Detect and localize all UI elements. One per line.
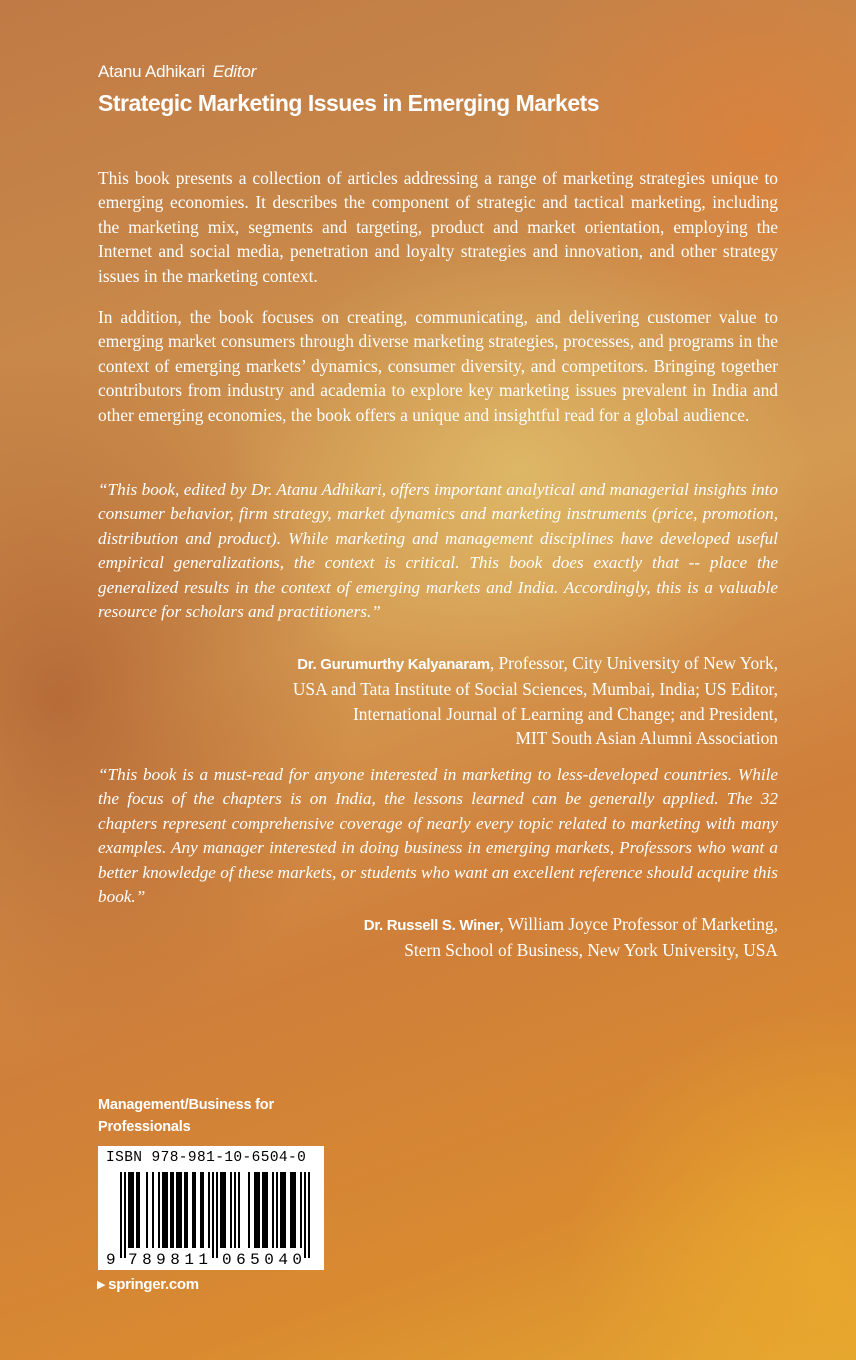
endorser-name-1: Dr. Gurumurthy Kalyanaram [297,656,490,673]
barcode-bar [162,1172,164,1248]
endorser-name-2: Dr. Russell S. Winer [363,917,500,934]
subject-category [98,1094,338,1138]
barcode-bar [284,1172,286,1248]
barcode-digit-group-1: 9 [106,1251,116,1269]
barcode-bar [166,1172,168,1248]
category-line-1: Management/Business for [98,1097,274,1113]
endorsement-quote-1: “This book, edited by Dr. Atanu Adhikari, offers important analytical and managerial insights into consumer behavior, firm strategy, market dynamics and marketing instruments (price, promotion, distribution and product). While marketing and management disciplines have developed useful empirical generalizations, the context is critical. This book does exactly that -- place the generalized results in the context of emerging markets and India. Accordingly, this is a valuable resource for scholars and practitioners.” [98,480,778,622]
description-paragraph-1: This book presents a collection of articles addressing a range of marketing strategies unique to emerging economies. It describes the component of strategic and tactical marketing, including the marketing mix, segments and targeting, product and market orientation, employing the Internet and social media, penetration and loyalty strategies and innovation, and other strategy issues in the marketing context. [98,168,778,286]
barcode-bar [220,1172,222,1248]
barcode-bar [194,1172,196,1248]
arrow-right-icon: ▶ [97,1279,106,1291]
barcode-bar [192,1172,194,1248]
barcode-bar [136,1172,138,1248]
barcode-bar [254,1172,256,1248]
barcode-bar [230,1172,232,1248]
barcode-bars [120,1172,310,1258]
editor-name: Atanu Adhikari [98,62,205,81]
barcode-bar [282,1172,284,1248]
isbn-label: ISBN 978-981-10-6504-0 [106,1150,307,1166]
barcode-bar [304,1172,306,1258]
endorsement-attribution-1 [178,651,778,751]
barcode-bar [200,1172,202,1248]
barcode-bar [124,1172,126,1258]
barcode-bar [256,1172,258,1248]
endorsement-attribution-2 [178,912,778,963]
barcode-bar [164,1172,166,1248]
barcode-bar [172,1172,174,1248]
barcode-bar [128,1172,130,1248]
attribution-line: USA and Tata Institute of Social Sciences, Mumbai, India; US Editor, [292,679,778,700]
barcode-bar [266,1172,268,1248]
barcode-bar [186,1172,188,1248]
barcode-bar [184,1172,186,1248]
barcode-digit-group-2: 789811 [128,1251,208,1269]
editor-role: Editor [212,62,257,81]
barcode-bar [180,1172,182,1248]
endorsement-quote-2: “This book is a must-read for anyone interested in marketing to less-developed countries. While the focus of the chapters is on India, the lessons learned can be generally applied. The 32 chapters represent comprehensive coverage of nearly every topic related to marketing with many examples. Any manager interested in doing business in emerging markets, Professors who want a better knowledge of these markets, or students who want an excellent reference should acquire this book.” [98,765,778,907]
barcode-bar [224,1172,226,1248]
barcode-bar [130,1172,132,1248]
barcode-bar [132,1172,134,1248]
website-label: springer.com [108,1276,199,1293]
editor-line [98,62,256,82]
barcode-bar [158,1172,160,1248]
barcode-bar [152,1172,154,1248]
publisher-website-link[interactable] [97,1276,199,1293]
barcode-bar [170,1172,172,1248]
barcode-bar [222,1172,224,1248]
barcode-bar [216,1172,218,1258]
barcode-bar [138,1172,140,1248]
description-paragraph-2: In addition, the book focuses on creating, communicating, and delivering customer value to emerging market consumers through diverse marketing strategies, processes, and programs in the context of emerging markets’ dynamics, consumer diversity, and competitors. Bringing together contributors from industry and academia to explore key marketing issues prevalent in India and other emerging economies, the book offers a unique and insightful read for a global audience. [98,307,778,425]
barcode-bar [280,1172,282,1248]
barcode-bar [262,1172,264,1248]
barcode-bar [234,1172,236,1248]
book-title: Strategic Marketing Issues in Emerging Markets [98,90,600,116]
attribution-line: International Journal of Learning and Change; and President, [353,703,778,724]
barcode-bar [202,1172,204,1248]
category-line-2: Professionals [98,1119,191,1135]
barcode-bar [264,1172,266,1248]
attribution-line: Dr. Gurumurthy Kalyanaram, Professor, City University of New York, [297,653,778,673]
barcode-graphic [98,1146,324,1270]
barcode-bar [308,1172,310,1258]
barcode-bar [146,1172,148,1248]
barcode-bar [276,1172,278,1248]
barcode-bar [294,1172,296,1248]
barcode-bar [178,1172,180,1248]
attribution-line: Dr. Russell S. Winer, William Joyce Professor of Marketing, [363,914,778,934]
barcode-bar [300,1172,302,1248]
barcode-bar [248,1172,250,1248]
attribution-line: Stern School of Business, New York University, USA [404,940,778,961]
attribution-line: MIT South Asian Alumni Association [515,728,778,749]
barcode-bar [238,1172,240,1248]
barcode-bar [208,1172,210,1248]
barcode-bar [290,1172,292,1248]
barcode-digit-group-3: 065040 [222,1251,302,1269]
barcode-bar [212,1172,214,1258]
barcode-bar [120,1172,122,1258]
barcode-bar [176,1172,178,1248]
barcode-bar [258,1172,260,1248]
barcode-bar [272,1172,274,1248]
barcode-bar [292,1172,294,1248]
isbn-barcode [98,1146,324,1270]
